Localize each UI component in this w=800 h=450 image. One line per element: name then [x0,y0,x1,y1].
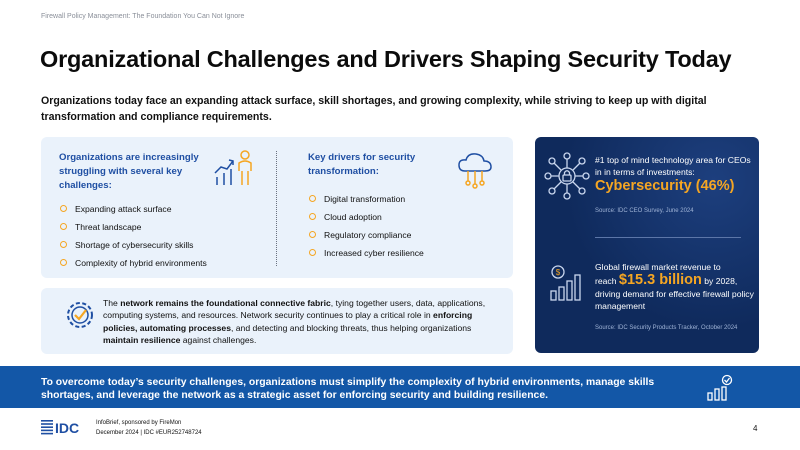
column-divider [276,151,277,266]
page-number: 4 [753,424,758,433]
page-title: Organizational Challenges and Drivers Shaping Security Today [40,46,732,72]
running-head: Firewall Policy Management: The Foundation You Can Not Ignore [41,13,245,20]
network-card [41,288,513,354]
list-item: Shortage of cybersecurity skills [59,239,269,257]
stat1-value: Cybersecurity (46%) [595,178,735,194]
list-item: Increased cyber resilience [308,247,508,265]
dollar-chart-icon [549,265,583,301]
challenges-list [59,203,269,275]
conclusion-banner [0,366,800,408]
gear-check-icon [63,298,97,332]
stat2-rest: driving demand for effective firewall policy management [595,289,754,311]
banner-text: To overcome today’s security challenges, organizations must simplify the complexity of hybrid environments, manage skills shortages, and leverage the network as a strategic asset for enforcing security and building resilience. [41,377,655,401]
lock-network-icon [542,151,592,201]
stat2-value: $15.3 billion [618,272,702,288]
intro-text: Organizations today face an expanding attack surface, skill shortages, and growing complexity, while striving to keep up with digital transformation and compliance requirements. [41,95,707,123]
footer-sponsor: InfoBrief, sponsored by FireMon [96,420,182,426]
svg-text:IDC: IDC [55,420,80,435]
stat2-heading: Global firewall market revenue to [595,262,721,272]
network-paragraph: The network remains the foundational connective fabric, tying together users, data, applications, computing systems, and resources. Network security continues to play a critical role in enforcing policies, automating processes, and detecting and blocking threats, thus helping organizations maintain resilience against challenges. [103,298,486,345]
footer-doc-id: December 2024 | IDC #EUR252748724 [96,430,202,436]
stats-panel [535,137,759,353]
list-item: Complexity of hybrid environments [59,257,269,275]
stat2-source: Source: IDC Security Products Tracker, October 2024 [595,325,738,331]
list-item: Cloud adoption [308,211,508,229]
challenges-heading: Organizations are increasingly struggling with several key challenges: [59,152,199,191]
list-item: Regulatory compliance [308,229,508,247]
idc-logo [41,419,87,435]
list-item: Threat landscape [59,221,269,239]
challenges-card [41,137,513,278]
stat-divider [595,237,741,238]
list-item: Digital transformation [308,193,508,211]
drivers-list [308,193,508,265]
svg-text:$: $ [555,268,561,277]
list-item: Expanding attack surface [59,203,269,221]
people-growth-icon [213,149,259,189]
check-bars-icon [705,374,735,402]
stat2-line: reach $15.3 billion by 2028, [595,272,738,288]
stat1-text: #1 top of mind technology area for CEOs in in terms of investments: [595,155,751,177]
cloud-network-icon [455,149,495,189]
stat1-source: Source: IDC CEO Survey, June 2024 [595,208,694,214]
drivers-heading: Key drivers for security transformation: [308,152,416,177]
